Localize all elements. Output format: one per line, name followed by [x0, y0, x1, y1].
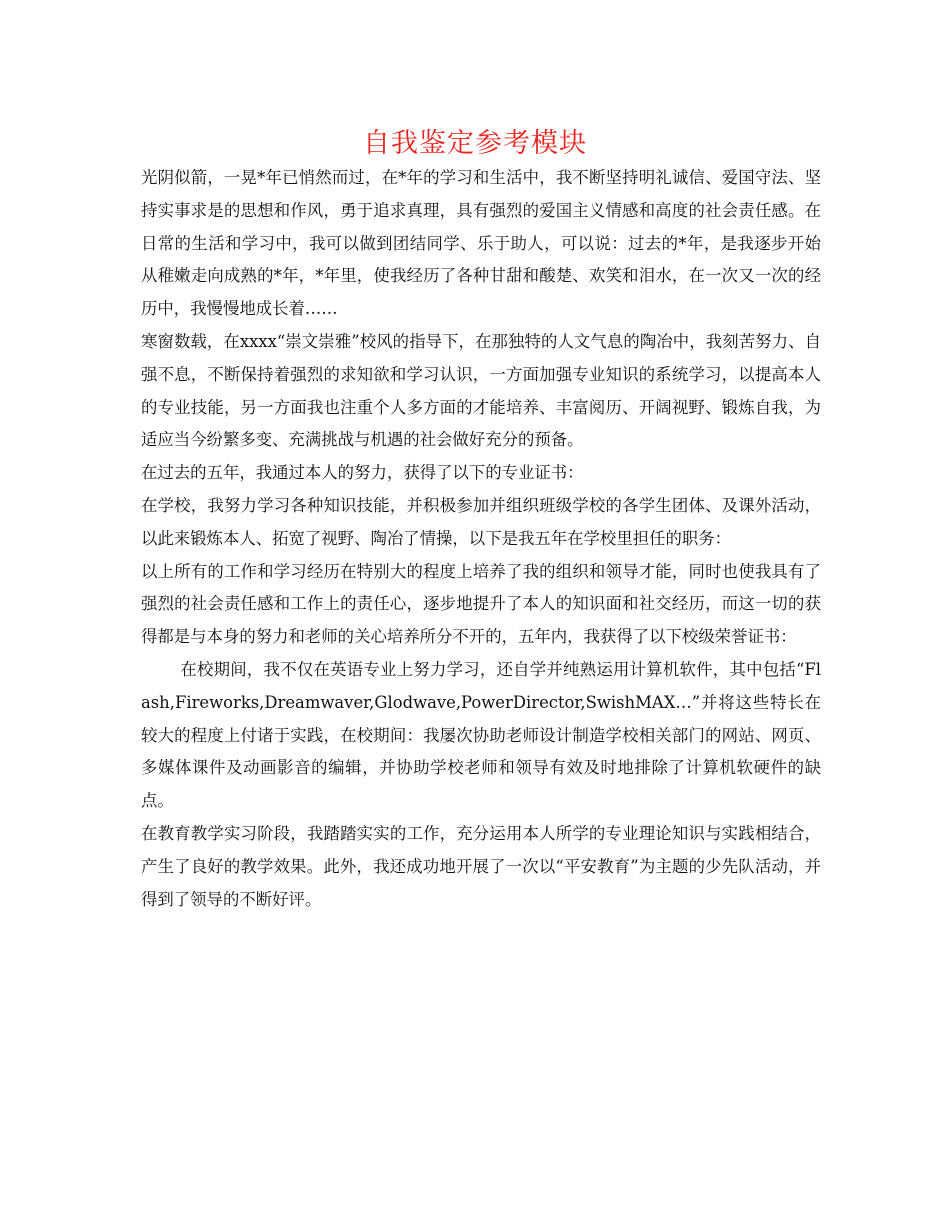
paragraph-positions: 在学校，我努力学习各种知识技能，并积极参加并组织班级学校的各学生团体、及课外活动，以此来锻炼本人、拓宽了视野、陶冶了情操，以下是我五年在学校里担任的职务： — [141, 495, 821, 548]
paragraph-honors: 以上所有的工作和学习经历在特别大的程度上培养了我的组织和领导才能，同时也使我具有了强烈的社会责任感和工作上的责任心，逐步地提升了本人的知识面和社交经历，而这一切的获得都是与本身的努力和老师的关心培养所分不开的，五年内，我获得了以下校级荣誉证书： — [141, 561, 821, 647]
document-body — [141, 162, 821, 916]
paragraph-certificates: 在过去的五年，我通过本人的努力，获得了以下的专业证书： — [141, 463, 584, 483]
document-title: 自我鉴定参考模块 — [363, 128, 587, 159]
paragraph-intro: 光阴似箭，一晃*年已悄然而过，在*年的学习和生活中，我不断坚持明礼诚信、爱国守法、坚持实事求是的思想和作风，勇于追求真理，具有强烈的爱国主义情感和高度的社会责任感。在日常的生活和学习中，我可以做到团结同学、乐于助人，可以说：过去的*年，是我逐步开始从稚嫩走向成熟的*年，*年里，使我经历了各种甘甜和酸楚、欢笑和泪水，在一次又一次的经历中，我慢慢地成长着…… — [141, 168, 821, 319]
paragraph-internship: 在教育教学实习阶段，我踏踏实实的工作，充分运用本人所学的专业理论知识与实践相结合，产生了良好的教学效果。此外，我还成功地开展了一次以“平安教育”为主题的少先队活动，并得到了领导的不断好评。 — [141, 823, 821, 909]
paragraph-computer-skills: 在校期间，我不仅在英语专业上努力学习，还自学并纯熟运用计算机软件，其中包括“Flash,Fireworks,Dreamwaver,Glodwave,PowerDirector,SwishMAX…”并将这些特长在较大的程度上付诸于实践，在校期间：我屡次协助老师设计制造学校相关部门的网站、网页、多媒体课件及动画影音的编辑，并协助学校老师和领导有效及时地排除了计算机软硬件的缺点。 — [141, 659, 821, 811]
paragraph-study: 寒窗数载，在xxxx“崇文崇雅”校风的指导下，在那独特的人文气息的陶冶中，我刻苦努力、自强不息，不断保持着强烈的求知欲和学习认识，一方面加强专业知识的系统学习，以提高本人的专业技能，另一方面我也注重个人多方面的才能培养、丰富阅历、开阔视野、锻炼自我，为适应当今纷繁多变、充满挑战与机遇的社会做好充分的预备。 — [141, 331, 821, 450]
